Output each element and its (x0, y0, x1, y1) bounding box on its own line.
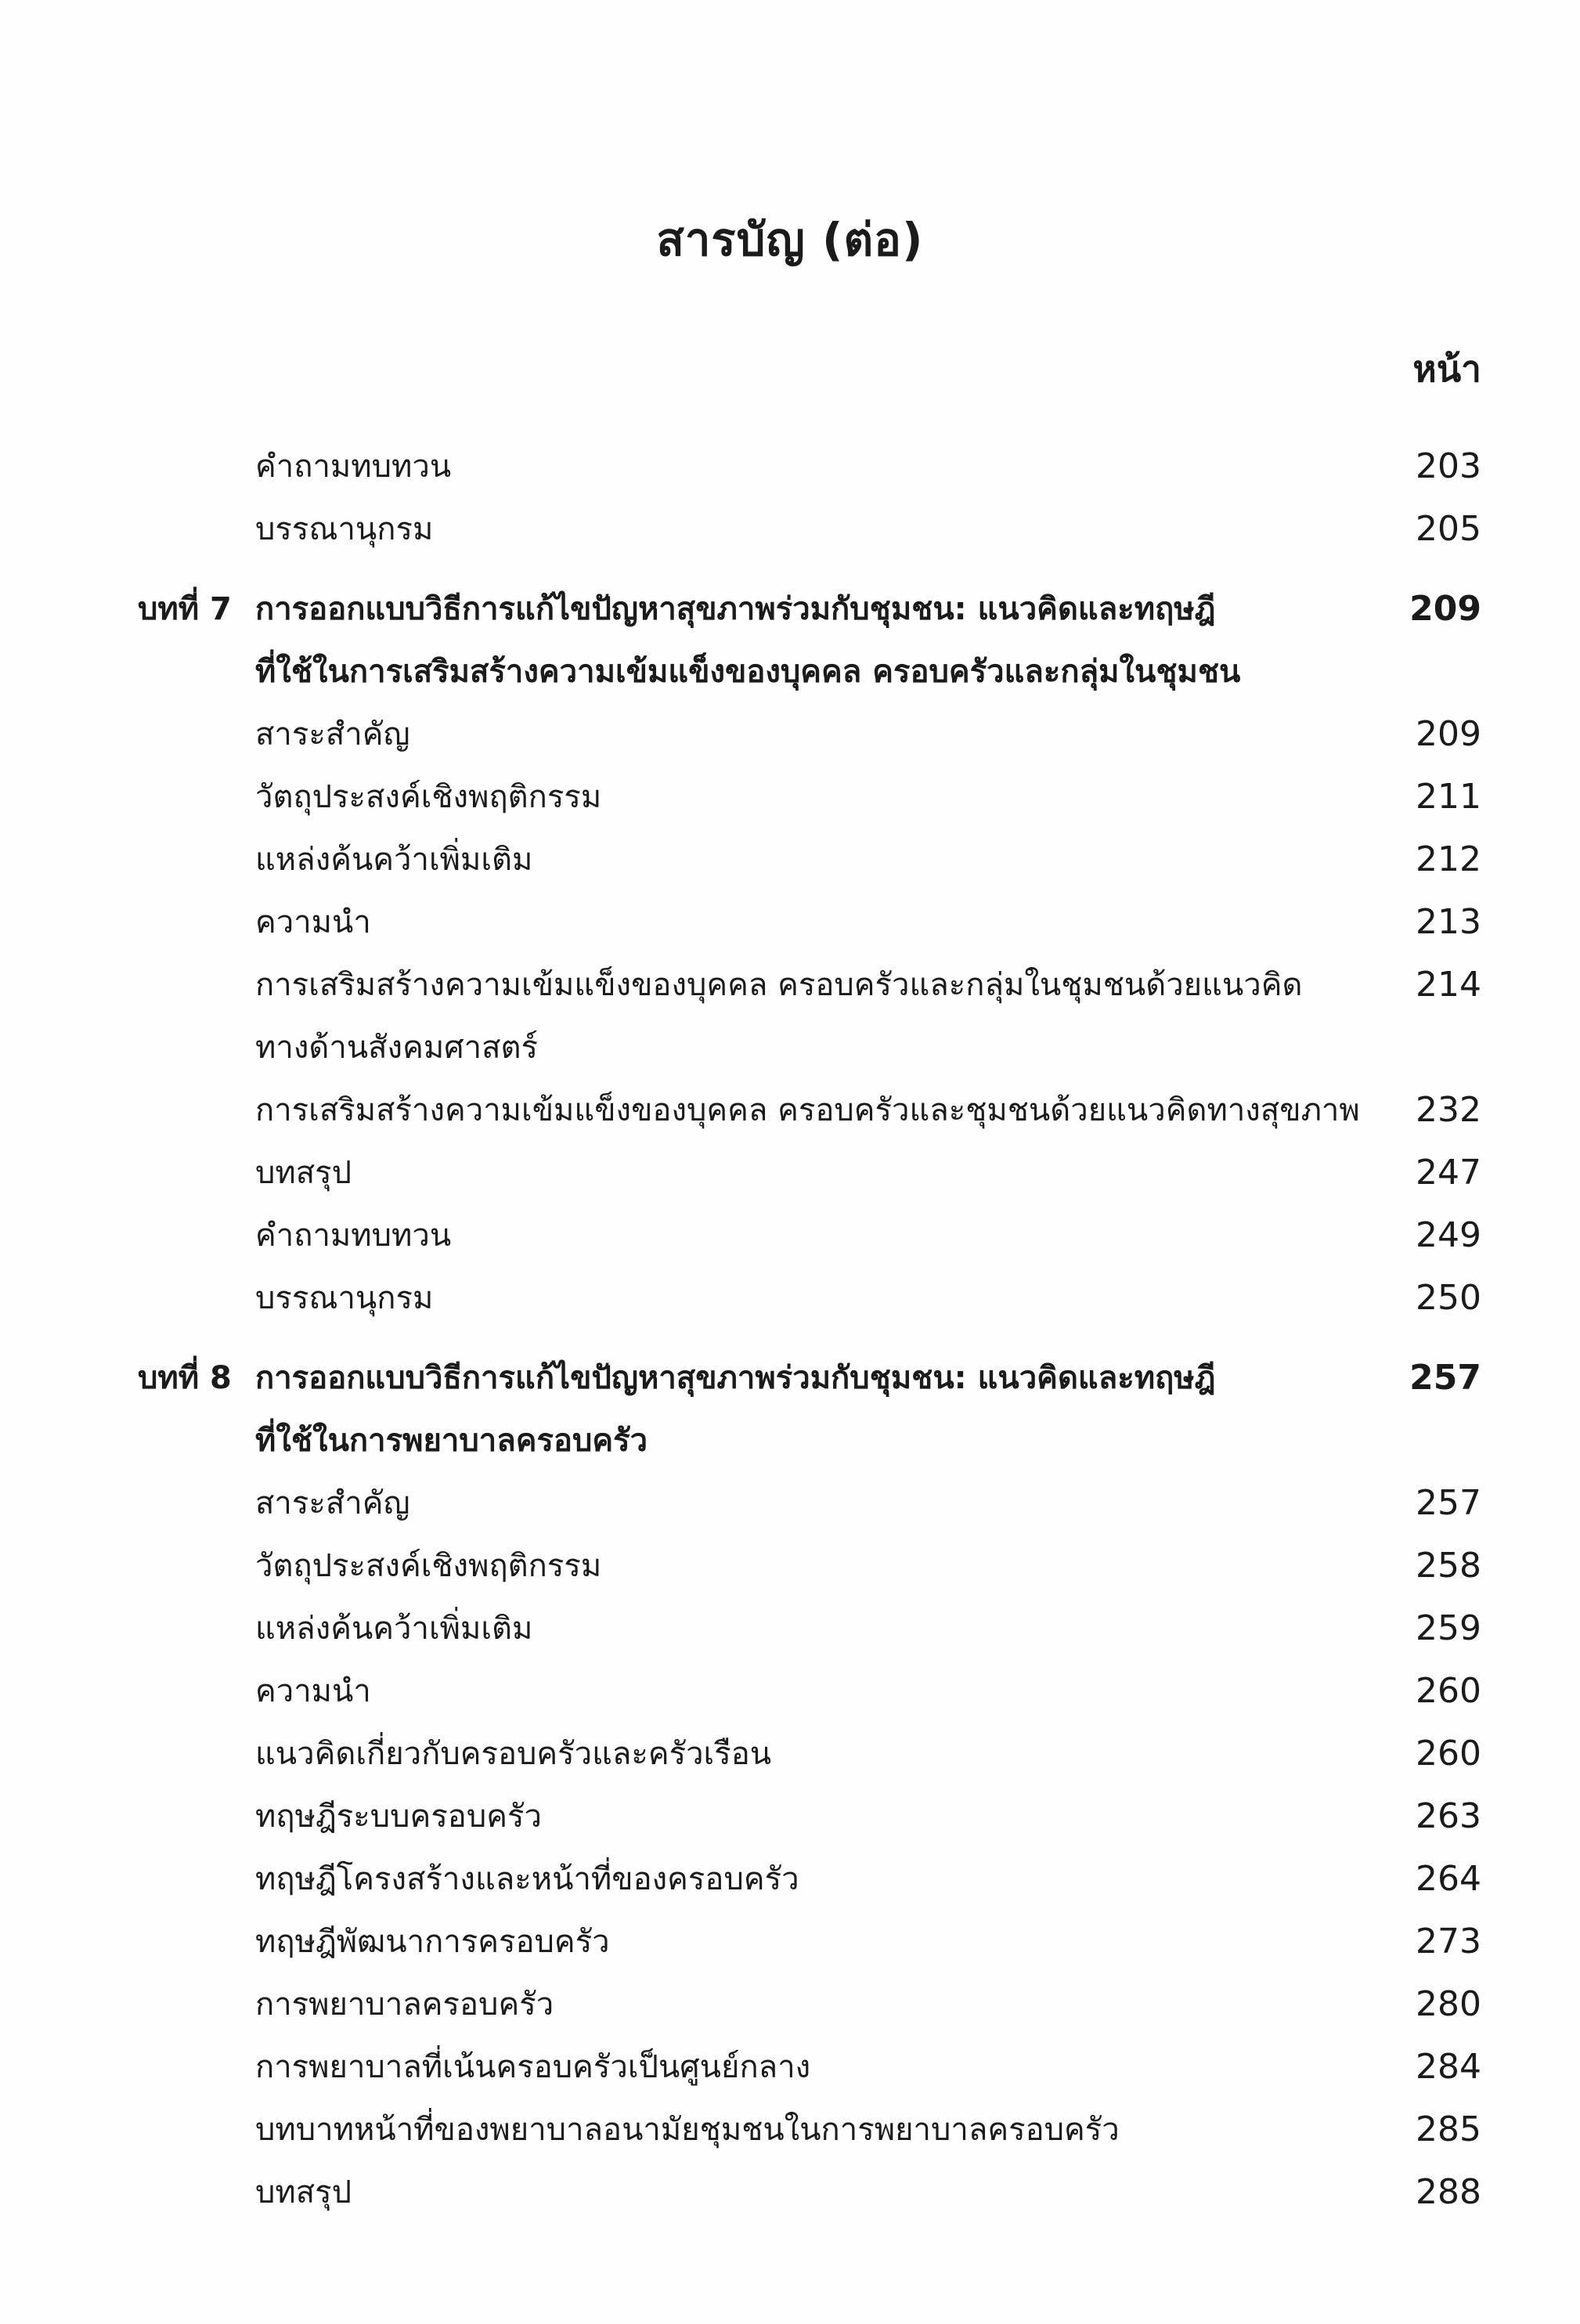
toc-entry-line: การพยาบาลครอบครัว (255, 1987, 554, 2023)
toc-entry-line: ทฤษฎีโครงสร้างและหน้าที่ของครอบครัว (255, 1861, 799, 1897)
toc-entry-line: คำถามทบทวน (255, 449, 452, 485)
page-number-column-header: หน้า (1412, 348, 1481, 390)
toc-entry-text (255, 1535, 1395, 1597)
toc-entry-text (255, 1267, 1395, 1330)
toc-entry-page-number: 264 (1416, 1859, 1481, 1899)
toc-entry-page-number: 203 (1416, 446, 1481, 486)
toc-entry-text (255, 766, 1395, 828)
toc-entry (138, 1079, 1481, 1142)
toc-entry-page-number: 257 (1409, 1358, 1481, 1398)
toc-entry-line: ทางด้านสังคมศาสตร์ (255, 1030, 538, 1066)
toc-entry (138, 828, 1481, 891)
toc-entry-line: ทฤษฎีระบบครอบครัว (255, 1799, 542, 1835)
toc-entry-text (255, 1472, 1395, 1535)
toc-entry-page-number: 209 (1409, 589, 1481, 629)
toc-entry-text (255, 1848, 1395, 1911)
toc-entry-text (255, 1911, 1395, 1973)
toc-chapter-entry (138, 1347, 1481, 1472)
toc-entry (138, 1204, 1481, 1267)
toc-entry-text (255, 498, 1395, 561)
toc-entry-text (255, 703, 1395, 766)
toc-entry-text (255, 1204, 1395, 1267)
toc-entry (138, 1911, 1481, 1973)
toc-entry-text (255, 435, 1395, 498)
toc-entry-page-number: 273 (1416, 1922, 1481, 1961)
toc-entry-text (255, 578, 1395, 703)
toc-entry (138, 435, 1481, 498)
toc-entry-page-number: 249 (1416, 1215, 1481, 1255)
toc-entry-line: วัตถุประสงค์เชิงพฤติกรรม (255, 779, 602, 815)
toc-entry (138, 1472, 1481, 1535)
toc-entry-text (255, 1142, 1395, 1204)
toc-entry-text (255, 1079, 1395, 1142)
toc-entry (138, 1660, 1481, 1723)
toc-entry-text (255, 1785, 1395, 1848)
toc-entry-line: บทสรุป (255, 1155, 352, 1191)
toc-entry-page-number: 205 (1416, 509, 1481, 549)
page-title: สารบัญ (ต่อ) (656, 213, 924, 266)
toc-entry-line: ความนำ (255, 1673, 371, 1709)
toc-entry-line: การออกแบบวิธีการแก้ไขปัญหาสุขภาพร่วมกับชุมชน: แนวคิดและทฤษฎี (255, 591, 1216, 627)
toc-entry (138, 1535, 1481, 1597)
toc-entry-page-number: 284 (1416, 2047, 1481, 2087)
toc-entry-text (255, 1973, 1395, 2036)
toc-entry (138, 954, 1481, 1079)
toc-entry (138, 498, 1481, 561)
toc-entry-line: ความนำ (255, 904, 371, 940)
toc-entry-line: บรรณานุกรม (255, 1280, 434, 1316)
toc-entry-text (255, 2098, 1395, 2161)
toc-entry (138, 1267, 1481, 1330)
toc-entry-page-number: 260 (1416, 1734, 1481, 1774)
toc-entry-line: บรรณานุกรม (255, 511, 434, 547)
toc-entry (138, 1597, 1481, 1660)
toc-entry-page-number: 214 (1416, 965, 1481, 1005)
toc-entry-page-number: 212 (1416, 839, 1481, 879)
toc-entry-line: แนวคิดเกี่ยวกับครอบครัวและครัวเรือน (255, 1736, 772, 1772)
toc-entry-text (255, 2036, 1395, 2098)
toc-entry (138, 891, 1481, 954)
toc-entry-text (255, 1723, 1395, 1785)
toc-entry-page-number: 213 (1416, 902, 1481, 942)
toc-entry-text (255, 2161, 1395, 2224)
toc-entry (138, 703, 1481, 766)
toc-entry-page-number: 211 (1416, 777, 1481, 817)
toc-entry-page-number: 232 (1416, 1090, 1481, 1130)
toc-entry (138, 1848, 1481, 1911)
toc-entry-text (255, 954, 1395, 1079)
toc-entry-line: การพยาบาลที่เน้นครอบครัวเป็นศูนย์กลาง (255, 2049, 811, 2085)
toc-entry (138, 2161, 1481, 2224)
toc-entry-line: การเสริมสร้างความเข้มแข็งของบุคคล ครอบครัวและชุมชนด้วยแนวคิดทางสุขภาพ (255, 1092, 1360, 1128)
toc-entry-line: ที่ใช้ในการพยาบาลครอบครัว (255, 1423, 648, 1459)
toc-entry-text (255, 1660, 1395, 1723)
toc-entry-text (255, 891, 1395, 954)
toc-entry (138, 766, 1481, 828)
toc-entry-line: วัตถุประสงค์เชิงพฤติกรรม (255, 1548, 602, 1584)
toc-entry-page-number: 263 (1416, 1796, 1481, 1836)
toc-entry (138, 2036, 1481, 2098)
toc-entry-text (255, 828, 1395, 891)
toc-entry (138, 1142, 1481, 1204)
toc-entry-page-number: 260 (1416, 1671, 1481, 1711)
chapter-label: บทที่ 7 (138, 591, 232, 627)
toc-entry-page-number: 288 (1416, 2172, 1481, 2212)
toc-entry-line: ที่ใช้ในการเสริมสร้างความเข้มแข็งของบุคคล ครอบครัวและกลุ่มในชุมชน (255, 654, 1241, 690)
toc-entry-line: บทสรุป (255, 2174, 352, 2210)
toc-list (0, 435, 1580, 2224)
toc-entry-line: สาระสำคัญ (255, 716, 410, 752)
toc-entry (138, 1785, 1481, 1848)
chapter-label: บทที่ 8 (138, 1360, 232, 1396)
toc-entry (138, 2098, 1481, 2161)
toc-entry (138, 1973, 1481, 2036)
toc-entry-line: ทฤษฎีพัฒนาการครอบครัว (255, 1924, 610, 1960)
toc-entry-line: การเสริมสร้างความเข้มแข็งของบุคคล ครอบครัวและกลุ่มในชุมชนด้วยแนวคิด (255, 967, 1303, 1003)
toc-entry-page-number: 209 (1416, 714, 1481, 754)
toc-entry-line: บทบาทหน้าที่ของพยาบาลอนามัยชุมชนในการพยาบาลครอบครัว (255, 2112, 1120, 2148)
toc-entry-line: การออกแบบวิธีการแก้ไขปัญหาสุขภาพร่วมกับชุมชน: แนวคิดและทฤษฎี (255, 1360, 1216, 1396)
toc-entry-line: แหล่งค้นคว้าเพิ่มเติม (255, 1611, 533, 1647)
toc-entry (138, 1723, 1481, 1785)
toc-chapter-entry (138, 578, 1481, 703)
toc-entry-page-number: 285 (1416, 2109, 1481, 2149)
toc-entry-page-number: 280 (1416, 1984, 1481, 2024)
toc-entry-page-number: 247 (1416, 1153, 1481, 1193)
toc-entry-page-number: 257 (1416, 1483, 1481, 1523)
toc-entry-line: แหล่งค้นคว้าเพิ่มเติม (255, 842, 533, 878)
toc-entry-text (255, 1597, 1395, 1660)
toc-entry-page-number: 259 (1416, 1608, 1481, 1648)
toc-entry-text (255, 1347, 1395, 1472)
toc-entry-line: สาระสำคัญ (255, 1485, 410, 1521)
toc-entry-page-number: 250 (1416, 1278, 1481, 1318)
toc-entry-page-number: 258 (1416, 1546, 1481, 1586)
toc-entry-line: คำถามทบทวน (255, 1218, 452, 1254)
